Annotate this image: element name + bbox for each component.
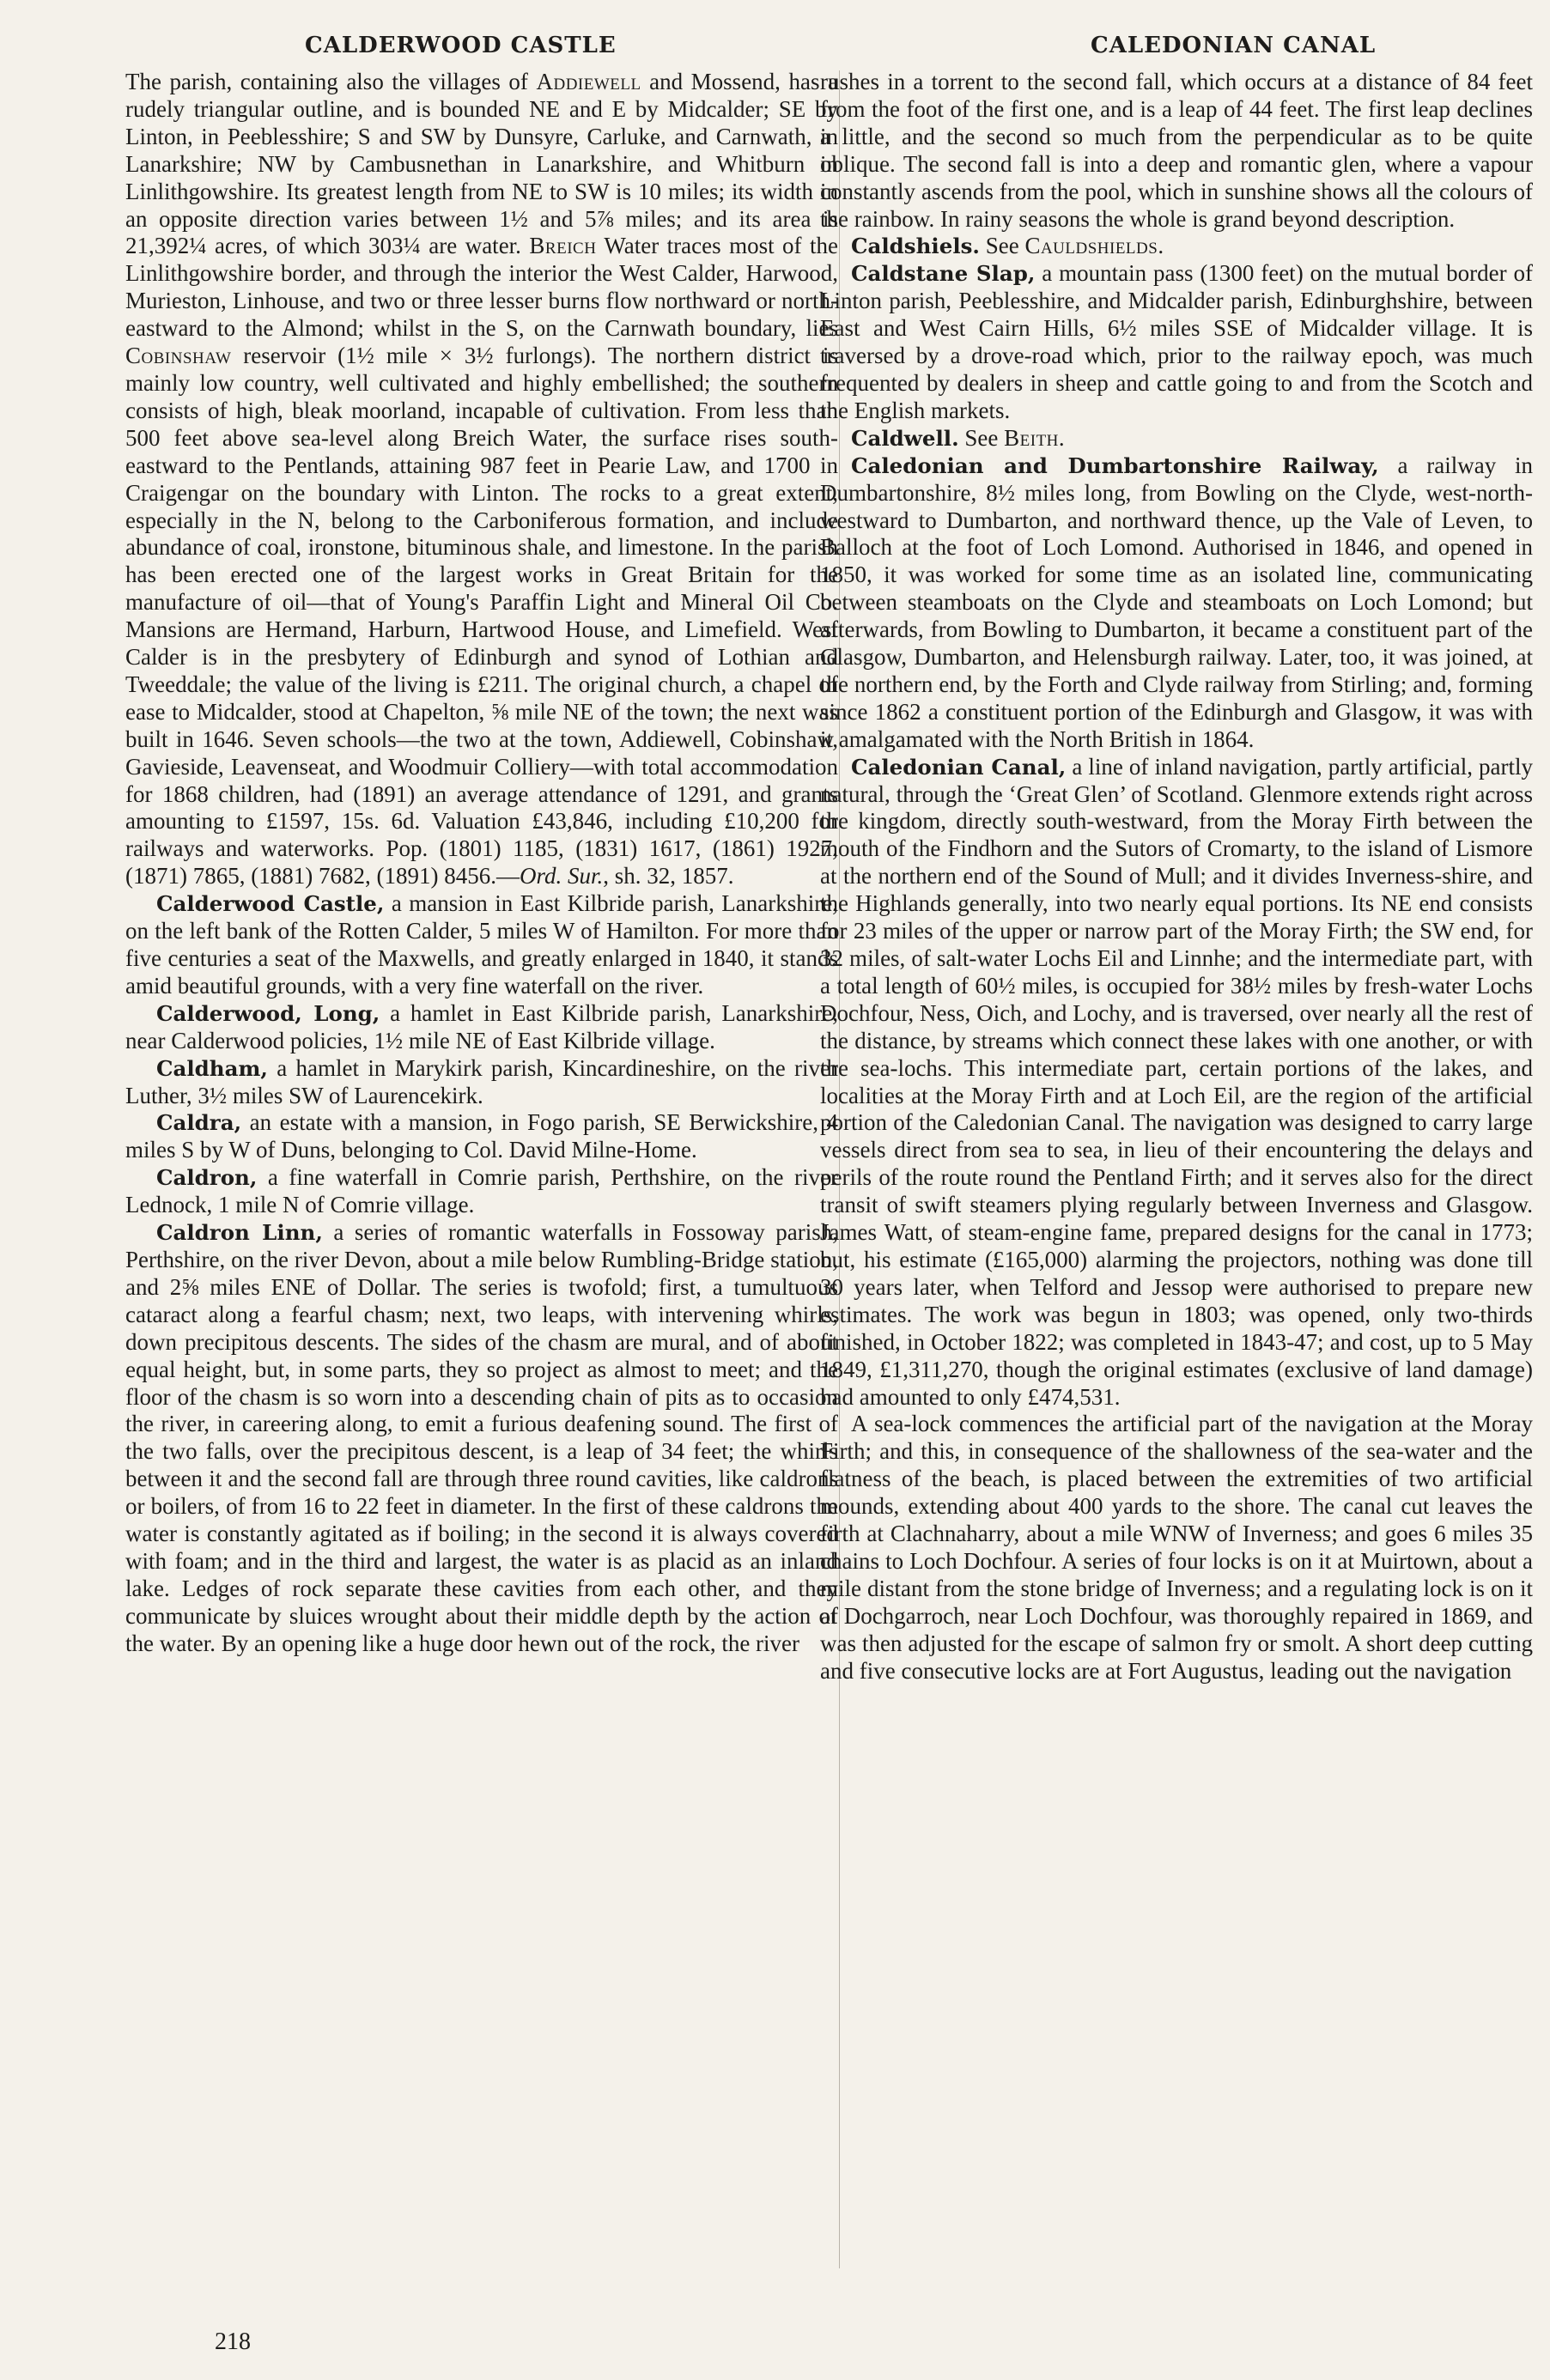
entry-caldron <box>125 1164 838 1219</box>
entry-headword: Caldron Linn, <box>156 1220 323 1246</box>
entry-headword: Caldra, <box>156 1110 242 1136</box>
entry-headword: Caldstane Slap, <box>851 261 1036 287</box>
entry-caldshiels <box>820 233 1533 260</box>
place-name: Breich <box>529 233 597 259</box>
entry-text: a series of romantic waterfalls in Fossoway parish, Perthshire, on the river Devon, about a mile below Rumbling-Bridge station, and 2⅝ miles ENE of Dollar. The series is twofold; first, a tumultuous cataract along a fearful chasm; next, two leaps, with intervening whirls, down precipitous descents. The sides of the chasm are mural, and of about equal height, but, in some parts, they so project as almost to meet; and the floor of the chasm is so worn into a descending chain of pits as to occasion the river, in careering along, to emit a furious deafening sound. The first of the two falls, over the precipitous descent, is a leap of 34 feet; the whirls between it and the second fall are through three round cavities, like caldrons or boilers, of from 16 to 22 feet in diameter. In the first of these caldrons the water is constantly agitated as if boiling; in the second it is always covered with foam; and in the third and largest, the water is as placid as an inland lake. Ledges of rock separate these cavities from each other, and they communicate by sluices wrought about their middle depth by the action of the water. By an opening like a huge door hewn out of the rock, the river <box>125 1219 839 1656</box>
entry-text: See <box>979 233 1025 259</box>
running-head-left: CALDERWOOD CASTLE <box>305 33 617 58</box>
entry-calderwood-long <box>125 1000 838 1055</box>
page-number: 218 <box>215 2328 251 2355</box>
entry-headword: Calderwood, Long, <box>156 1000 380 1026</box>
ordnance-survey-ref: Ord. Sur. <box>519 863 604 889</box>
entry-text: . <box>1158 233 1164 259</box>
place-name: Cobinshaw <box>125 343 232 369</box>
entry-text: a mountain pass (1300 feet) on the mutual border of Linton parish, Peeblesshire, and Midcalder parish, Edinburghshire, between East and West Cairn Hills, 6½ miles SSE of Midcalder village. It is traversed by a drove-road which, prior to the railway epoch, was much frequented by dealers in sheep and cattle going to and from the Scotch and the English markets. <box>820 260 1533 423</box>
entry-text: an estate with a mansion, in Fogo parish, SE Berwickshire, 4 miles S by W of Duns, belonging to Col. David Milne-Home. <box>125 1109 838 1163</box>
cross-reference: Beith <box>1004 424 1059 451</box>
entry-caledonian-dumbartonshire-railway <box>820 452 1533 754</box>
entry-calderwood-castle <box>125 890 838 1000</box>
entry-headword: Caledonian Canal, <box>851 754 1067 780</box>
place-name: Addiewell <box>536 69 641 94</box>
entry-headword: Caldwell. <box>851 425 959 451</box>
entry-headword: Caldron, <box>156 1165 258 1191</box>
caldron-linn-continuation: rushes in a torrent to the second fall, which occurs at a distance of 84 feet from the foot of the first one, and is a leap of 44 feet. The first leap declines a little, and the second so much from the perpendicular as to be quite oblique. The second fall is into a deep and romantic glen, where a vapour constantly ascends from the pool, which in sunshine shows all the colours of the rainbow. In rainy seasons the whole is grand beyond description. <box>820 69 1533 232</box>
cross-reference: Cauldshields <box>1024 233 1158 259</box>
entry-text: a fine waterfall in Comrie parish, Perthshire, on the river Lednock, 1 mile N of Comrie village. <box>125 1164 838 1218</box>
entry-headword: Caldshiels. <box>851 234 980 259</box>
entry-headword: Calderwood Castle, <box>156 891 385 917</box>
text-run: , sh. 32, 1857. <box>603 863 734 889</box>
entry-caldra <box>125 1109 838 1164</box>
right-column <box>820 69 1533 1685</box>
entry-text: a line of inland navigation, partly artificial, partly natural, through the ‘Great Glen’ of Scotland. Glenmore extends right across the kingdom, directly south-westward, from the Moray Firth between the mouth of the Findhorn and the Sutors of Cromarty, to the island of Lismore at the northern end of the Sound of Mull; and it divides Inverness-shire, and the Highlands generally, into two nearly equal portions. Its NE end consists for 23 miles of the upper or narrow part of the Moray Firth; the SW end, for 32 miles, of salt-water Lochs Eil and Linnhe; and the intermediate part, with a total length of 60½ miles, is occupied for 38½ miles by fresh-water Lochs Dochfour, Ness, Oich, and Lochy, and is traversed, over nearly all the rest of the distance, by streams which connect these lakes with one another, or with the sea-lochs. This intermediate part, certain portions of the lakes, and localities at the Moray Firth and at Loch Eil, are the region of the artificial portion of the Caledonian Canal. The navigation was designed to carry large vessels direct from sea to sea, in lieu of their encountering the delays and perils of the route round the Pentland Firth; and it serves also for the direct transit of swift steamers plying regularly between Inverness and Glasgow. James Watt, of steam-engine fame, prepared designs for the canal in 1773; but, his estimate (£165,000) alarming the projectors, nothing was done till 30 years later, when Telford and Jessop were authorised to prepare new estimates. The work was begun in 1803; was opened, only two-thirds finished, in October 1822; was completed in 1843-47; and cost, up to 5 May 1849, £1,311,270, though the original estimates (exclusive of land damage) had amounted to only £474,531. <box>820 753 1533 1410</box>
entry-text: See <box>958 424 1005 451</box>
west-calder-parish-continuation <box>125 69 838 890</box>
caledonian-canal-paragraph-2: A sea-lock commences the artificial part of the navigation at the Moray Firth; and this, in consequence of the shallowness of the sea-water and the flatness of the beach, is placed between the extremities of two artificial mounds, extending about 400 yards to the shore. The canal cut leaves the firth at Clachnaharry, about a mile WNW of Inverness; and goes 6 miles 35 chains to Loch Dochfour. A series of four locks is on it at Muirtown, about a mile distant from the stone bridge of Inverness; and a regulating lock is on it at Dochgarroch, near Loch Dochfour, was thoroughly repaired in 1869, and was then adjusted for the escape of salmon fry or smolt. A short deep cutting and five consecutive locks are at Fort Augustus, leading out the navigation <box>820 1411 1533 1684</box>
entry-caledonian-canal <box>820 754 1533 1412</box>
text-run: The parish, containing also the villages of <box>125 69 537 94</box>
entry-text: a railway in Dumbartonshire, 8½ miles long, from Bowling on the Clyde, west-north-westward to Dumbarton, and northward thence, up the Vale of Leven, to Balloch at the foot of Loch Lomond. Authorised in 1846, and opened in 1850, it was worked for some time as an isolated line, communicating between steamboats on the Clyde and steamboats on Loch Lomond; but afterwards, from Bowling to Dumbarton, it became a constituent part of the Glasgow, Dumbarton, and Helensburgh railway. Later, too, it was joined, at the northern end, by the Forth and Clyde railway from Stirling; and, forming since 1862 a constituent portion of the Edinburgh and Glasgow, it was with it amalgamated with the North British in 1864. <box>820 452 1534 752</box>
running-head-right: CALEDONIAN CANAL <box>1091 33 1377 58</box>
entry-caldron-linn <box>125 1219 838 1658</box>
left-column <box>125 69 838 1658</box>
entry-text: a hamlet in East Kilbride parish, Lanarkshire, near Calderwood policies, 1½ mile NE of East Kilbride village. <box>125 999 839 1053</box>
text-run: Water traces most of the Linlithgowshire border, and through the interior the West Calder, Harwood, Murieston, Linhouse, and two or three lesser burns flow northward or north-eastward to the Almond; whilst in the S, on the Carnwath boundary, lies <box>125 233 839 342</box>
entry-headword: Caldham, <box>156 1055 268 1081</box>
entry-text: . <box>1058 424 1065 451</box>
entry-caldstane-slap <box>820 260 1533 424</box>
entry-caldwell <box>820 425 1533 452</box>
text-run: and Mossend, has a rudely triangular outline, and is bounded NE and E by Midcalder; SE by Linton, in Peeblesshire; S and SW by Dunsyre, Carluke, and Carnwath, in Lanarkshire; NW by Cambusnethan in Lanarkshire, and Whitburn in Linlithgowshire. Its greatest length from NE to SW is 10 miles; its width in an opposite direction varies between 1½ and 5⅞ miles; and its area is 21,392¼ acres, of which 303¼ are water. <box>125 69 838 259</box>
entry-text: a hamlet in Marykirk parish, Kincardineshire, on the river Luther, 3½ miles SW of Laurencekirk. <box>125 1054 838 1108</box>
entry-text: a mansion in East Kilbride parish, Lanarkshire, on the left bank of the Rotten Calder, 5 miles W of Hamilton. For more than five centuries a seat of the Maxwells, and greatly enlarged in 1840, it stands amid beautiful grounds, with a very fine waterfall on the river. <box>125 890 838 999</box>
entry-headword: Caledonian and Dumbartonshire Railway, <box>851 452 1379 478</box>
entry-caldham <box>125 1055 838 1110</box>
text-run: reservoir (1½ mile × 3½ furlongs). The northern district is mainly low country, well cultivated and highly embellished; the southern consists of high, bleak moorland, incapable of cultivation. From less than 500 feet above sea-level along Breich Water, the surface rises south-eastward to the Pentlands, attaining 987 feet in Pearie Law, and 1700 in Craigengar on the boundary with Linton. The rocks to a great extent, especially in the N, belong to the Carboniferous formation, and include abundance of coal, ironstone, bituminous shale, and limestone. In the parish has been erected one of the largest works in Great Britain for the manufacture of oil—that of Young's Paraffin Light and Mineral Oil Co. Mansions are Hermand, Harburn, Hartwood House, and Limefield. West Calder is in the presbytery of Edinburgh and synod of Lothian and Tweeddale; the value of the living is £211. The original church, a chapel of ease to Midcalder, stood at Chapelton, ⅝ mile NE of the town; the next was built in 1646. Seven schools—the two at the town, Addiewell, Cobinshaw, Gavieside, Leavenseat, and Woodmuir Colliery—with total accommodation for 1868 children, had (1891) an average attendance of 1291, and grants amounting to £1597, 15s. 6d. Valuation £43,846, including £10,200 for railways and waterworks. Pop. (1801) 1185, (1831) 1617, (1861) 1927, (1871) 7865, (1881) 7682, (1891) 8456.— <box>125 343 838 889</box>
